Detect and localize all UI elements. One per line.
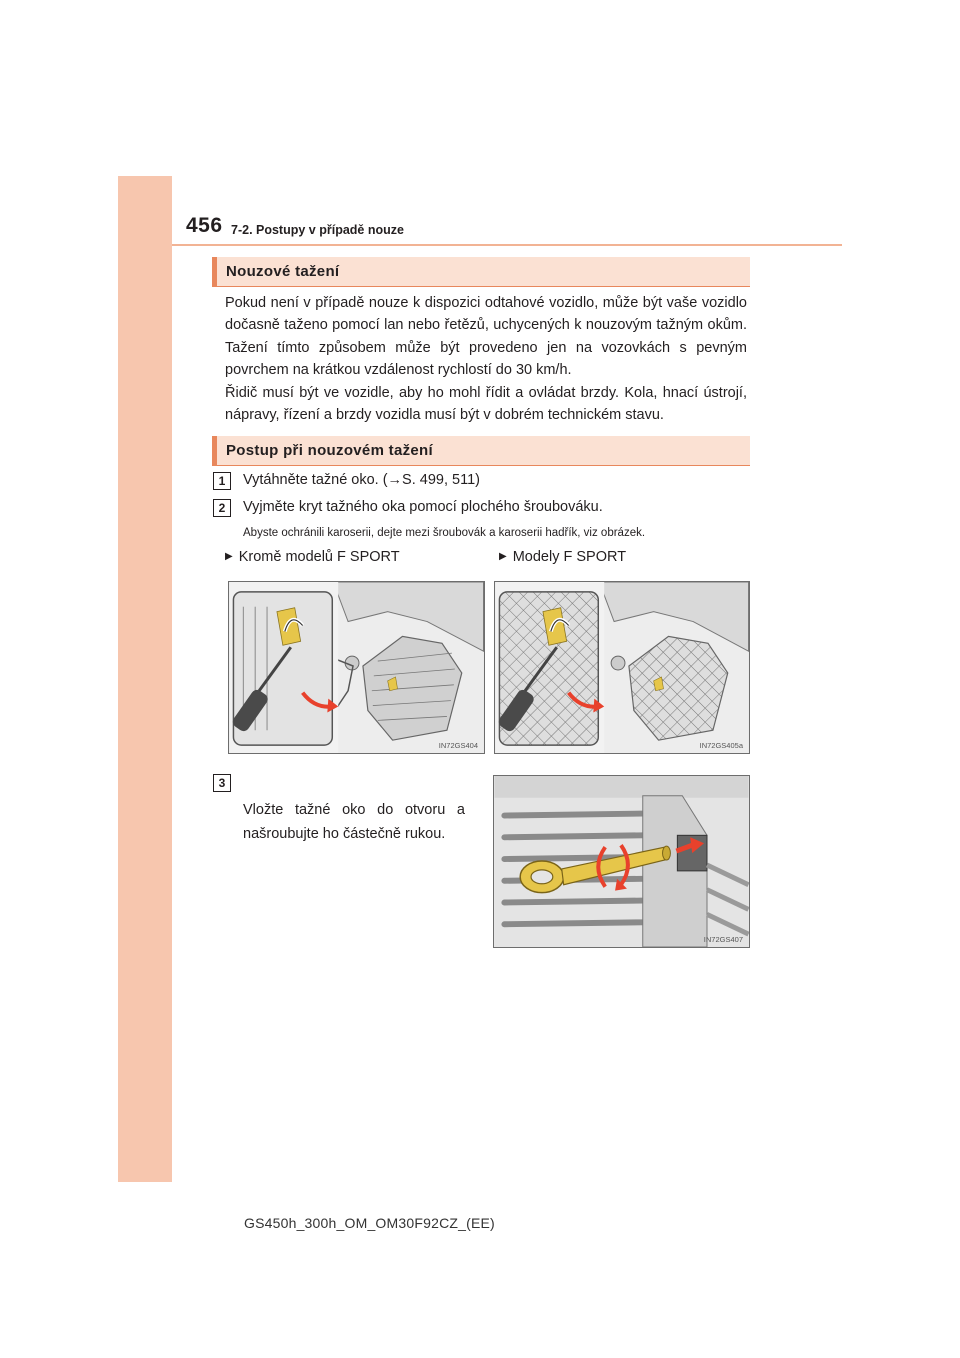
- figure-cover-removal-f-sport: [494, 581, 750, 754]
- illustration-standard: [229, 582, 484, 753]
- step-text-1: Vytáhněte tažné oko. (→S. 499, 511): [243, 472, 480, 488]
- section-heading-emergency-towing: [212, 257, 750, 287]
- figure-label-f-sport: ▶ Modely F SPORT: [499, 549, 627, 565]
- triangle-bullet-icon: ▶: [225, 551, 233, 562]
- document-code: GS450h_300h_OM_OM30F92CZ_(EE): [244, 1215, 495, 1231]
- step-note-2: Abyste ochránili karoserii, dejte mezi šroubovák a karoserii hadřík, viz obrázek.: [243, 527, 646, 539]
- figure-code: IN72GS404: [438, 741, 478, 750]
- section-title: Postup při nouzovém tažení: [226, 442, 433, 459]
- illustration-f-sport: [495, 582, 749, 753]
- figure-cover-removal-standard: [228, 581, 485, 754]
- section-heading-towing-procedure: [212, 436, 750, 466]
- figure-towing-eye-insertion: [493, 775, 750, 948]
- figure-label-standard: ▶ Kromě modelů F SPORT: [225, 549, 400, 565]
- page-number: 456: [186, 214, 223, 237]
- section-title: Nouzové tažení: [226, 263, 340, 280]
- header-rule: [172, 244, 842, 246]
- figure-code: IN72GS407: [703, 935, 743, 944]
- section-body: [225, 292, 747, 426]
- side-band: [118, 176, 172, 1182]
- chapter-title: 7-2. Postupy v případě nouze: [231, 223, 404, 237]
- step-number-3: 3: [213, 774, 231, 792]
- step-number-1: 1: [213, 472, 231, 490]
- paragraph-towing-conditions: Pokud není v případě nouze k dispozici odtahové vozidlo, může být vaše vozidlo dočasně taženo pomocí lan nebo řetězů, uchycených k nouzovým tažným okům. Tažení tímto způsobem může být provedeno jen na vozovkách s pevným povrchem na krátkou vzdálenost rychlostí do 30 km/h.: [225, 295, 747, 379]
- figure-code: IN72GS405a: [699, 741, 743, 750]
- step-number-2: 2: [213, 499, 231, 517]
- paragraph-driver-requirements: Řidič musí být ve vozidle, aby ho mohl řídit a ovládat brzdy. Kola, hnací ústrojí, nápravy, řízení a brzdy vozidla musí být v dobrém technickém stavu.: [225, 384, 747, 424]
- step-text-2: Vyjměte kryt tažného oka pomocí plochého šroubováku.: [243, 499, 603, 515]
- step-text-3: Vložte tažné oko do otvoru a našroubujte ho částečně rukou.: [243, 802, 465, 842]
- illustration-towing-eye: [494, 776, 749, 947]
- triangle-bullet-icon: ▶: [499, 551, 507, 562]
